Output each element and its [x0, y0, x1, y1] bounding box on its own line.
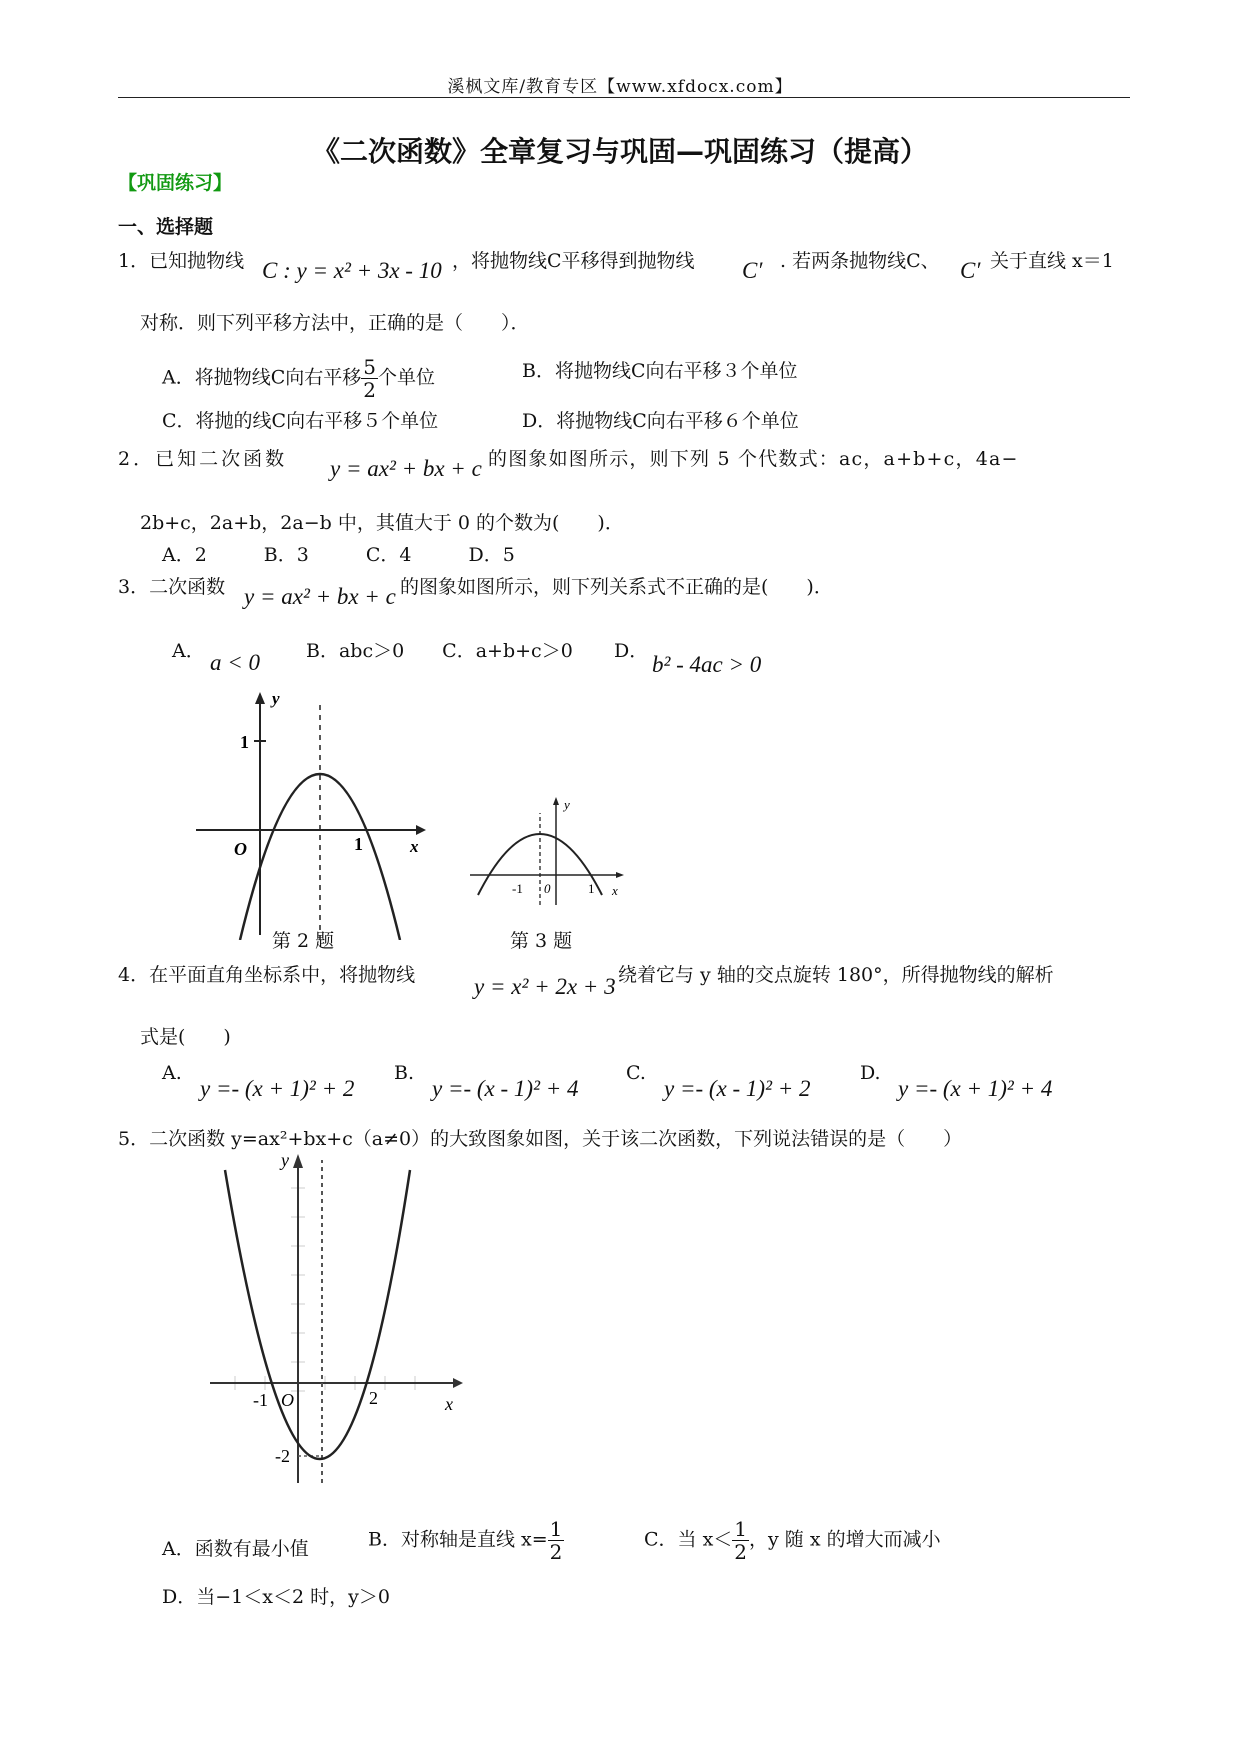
section-tag: 【巩固练习】 — [118, 172, 233, 194]
y-axis-arrow — [293, 1154, 303, 1168]
q4-option-c-expr: y =- (x - 1)² + 2 — [664, 1076, 811, 1101]
q1-option-c: C．将抛的线C向右平移５个单位 — [162, 410, 439, 432]
q3-option-a: A． — [172, 640, 205, 662]
q3-text-b: 的图象如图所示，则下列关系式不正确的是( )． — [400, 576, 833, 598]
q3-option-d-expr: b² - 4ac > 0 — [652, 652, 762, 677]
x-axis-arrow — [616, 872, 624, 878]
y-tick-label: 1 — [240, 732, 249, 752]
y-axis-arrow — [255, 692, 265, 704]
q5-option-d: D．当−1＜x＜2 时，y＞0 — [162, 1586, 390, 1608]
q1-text-a: 1．已知抛物线 — [118, 250, 245, 272]
x-tick-2: 2 — [369, 1388, 378, 1408]
q1-expr: C : y = x² + 3x - 10 — [262, 258, 442, 283]
q5-option-a: A．函数有最小值 — [162, 1538, 309, 1560]
q5-option-b: B．对称轴是直线 x= $\frac{1}{2}$ — [368, 1517, 563, 1564]
q3-option-d: D． — [614, 640, 649, 662]
q4-option-a: A. — [162, 1062, 182, 1084]
y-axis-arrow — [553, 797, 559, 805]
q4-text-b: 绕着它与 y 轴的交点旋转 180°，所得抛物线的解析 — [618, 964, 1054, 986]
q2-expr: y = ax² + bx + c — [330, 456, 482, 481]
q1-option-a: A．将抛物线C向右平移 $\frac{5}{2}$ 个单位 — [162, 355, 436, 402]
section-heading: 一、选择题 — [118, 216, 214, 238]
origin-label: 0 — [544, 881, 551, 896]
y-label: y — [564, 797, 570, 812]
figure-2-caption: 第 2 题 — [272, 930, 335, 952]
figure-problem-5 — [205, 1148, 475, 1488]
q4-option-a-expr: y =- (x + 1)² + 2 — [200, 1076, 355, 1101]
q1-option-d: D．将抛物线C向右平移６个单位 — [522, 410, 799, 432]
q1-c-prime-2: C′ — [960, 258, 981, 283]
x-label: x — [612, 883, 618, 898]
q3-option-a-expr: a < 0 — [210, 650, 261, 675]
q2-text-b: 的图象如图所示，则下列 5 个代数式：ac，a+b+c，4a− — [488, 448, 1019, 470]
q4-text-a: 4．在平面直角坐标系中，将抛物线 — [118, 964, 416, 986]
q4-line2: 式是( ) — [140, 1026, 231, 1048]
x-tick-minus-1: -1 — [512, 881, 523, 896]
q5-option-c: C．当 x＜ $\frac{1}{2}$ ，y 随 x 的增大而减小 — [644, 1517, 941, 1564]
fraction-one-half: $\frac{1}{2}$ — [549, 1517, 563, 1564]
fraction-five-halves: $\frac{5}{2}$ — [363, 355, 376, 402]
q1-line2: 对称．则下列平移方法中，正确的是（ ）． — [140, 312, 530, 334]
q4-option-b: B. — [394, 1062, 415, 1084]
x-axis-arrow — [416, 825, 426, 835]
x-axis-arrow — [453, 1378, 463, 1388]
grid-ticks — [235, 1188, 415, 1391]
q1-text-c: . 若两条抛物线C、 — [780, 250, 940, 272]
x-tick-minus-1: -1 — [253, 1390, 268, 1410]
q4-option-b-expr: y =- (x - 1)² + 4 — [432, 1076, 579, 1101]
x-label: x — [410, 837, 419, 856]
q2-text-a: 2．已知二次函数 — [118, 448, 288, 470]
parabola-curve — [225, 1170, 410, 1459]
q1-text-b: ，将抛物线C平移得到抛物线 — [452, 250, 695, 272]
x-label: x — [445, 1394, 453, 1414]
x-tick-1: 1 — [588, 881, 595, 896]
q1-c-prime-1: C′ — [742, 258, 763, 283]
q4-option-d-expr: y =- (x + 1)² + 4 — [898, 1076, 1053, 1101]
y-label: y — [281, 1150, 289, 1170]
page-header: 溪枫文库/教育专区【www.xfdocx.com】 — [447, 77, 793, 97]
header-rule — [118, 97, 1130, 98]
origin-label: O — [281, 1390, 294, 1410]
q2-options: A．2 B．3 C．4 D．5 — [162, 544, 515, 566]
x-tick-label: 1 — [354, 834, 363, 854]
q5-text: 5．二次函数 y=ax²+bx+c（a≠0）的大致图象如图，关于该二次函数，下列说法错误的是（ ） — [118, 1128, 963, 1150]
q4-option-d: D. — [860, 1062, 881, 1084]
figure-problem-3 — [468, 795, 628, 905]
q2-line2: 2b+c，2a+b，2a−b 中，其值大于 0 的个数为( )． — [140, 512, 624, 534]
y-label: y — [272, 690, 280, 708]
origin-label: O — [234, 839, 247, 859]
q3-text-a: 3．二次函数 — [118, 576, 226, 598]
y-tick-minus-2: -2 — [275, 1446, 290, 1466]
q3-expr: y = ax² + bx + c — [244, 584, 396, 609]
fraction-one-half: $\frac{1}{2}$ — [734, 1517, 748, 1564]
figure-3-caption: 第 3 题 — [510, 930, 573, 952]
q4-option-c: C. — [626, 1062, 646, 1084]
figure-problem-2 — [190, 690, 430, 940]
page-title: 《二次函数》全章复习与巩固—巩固练习（提高） — [311, 135, 928, 168]
parabola-curve — [478, 834, 602, 895]
q4-expr: y = x² + 2x + 3 — [474, 974, 616, 999]
q1-option-b: B．将抛物线C向右平移３个单位 — [522, 360, 798, 382]
q3-option-bc: B．abc＞0 C．a+b+c＞0 — [306, 640, 573, 662]
q1-text-d: 关于直线 x＝1 — [990, 250, 1114, 272]
